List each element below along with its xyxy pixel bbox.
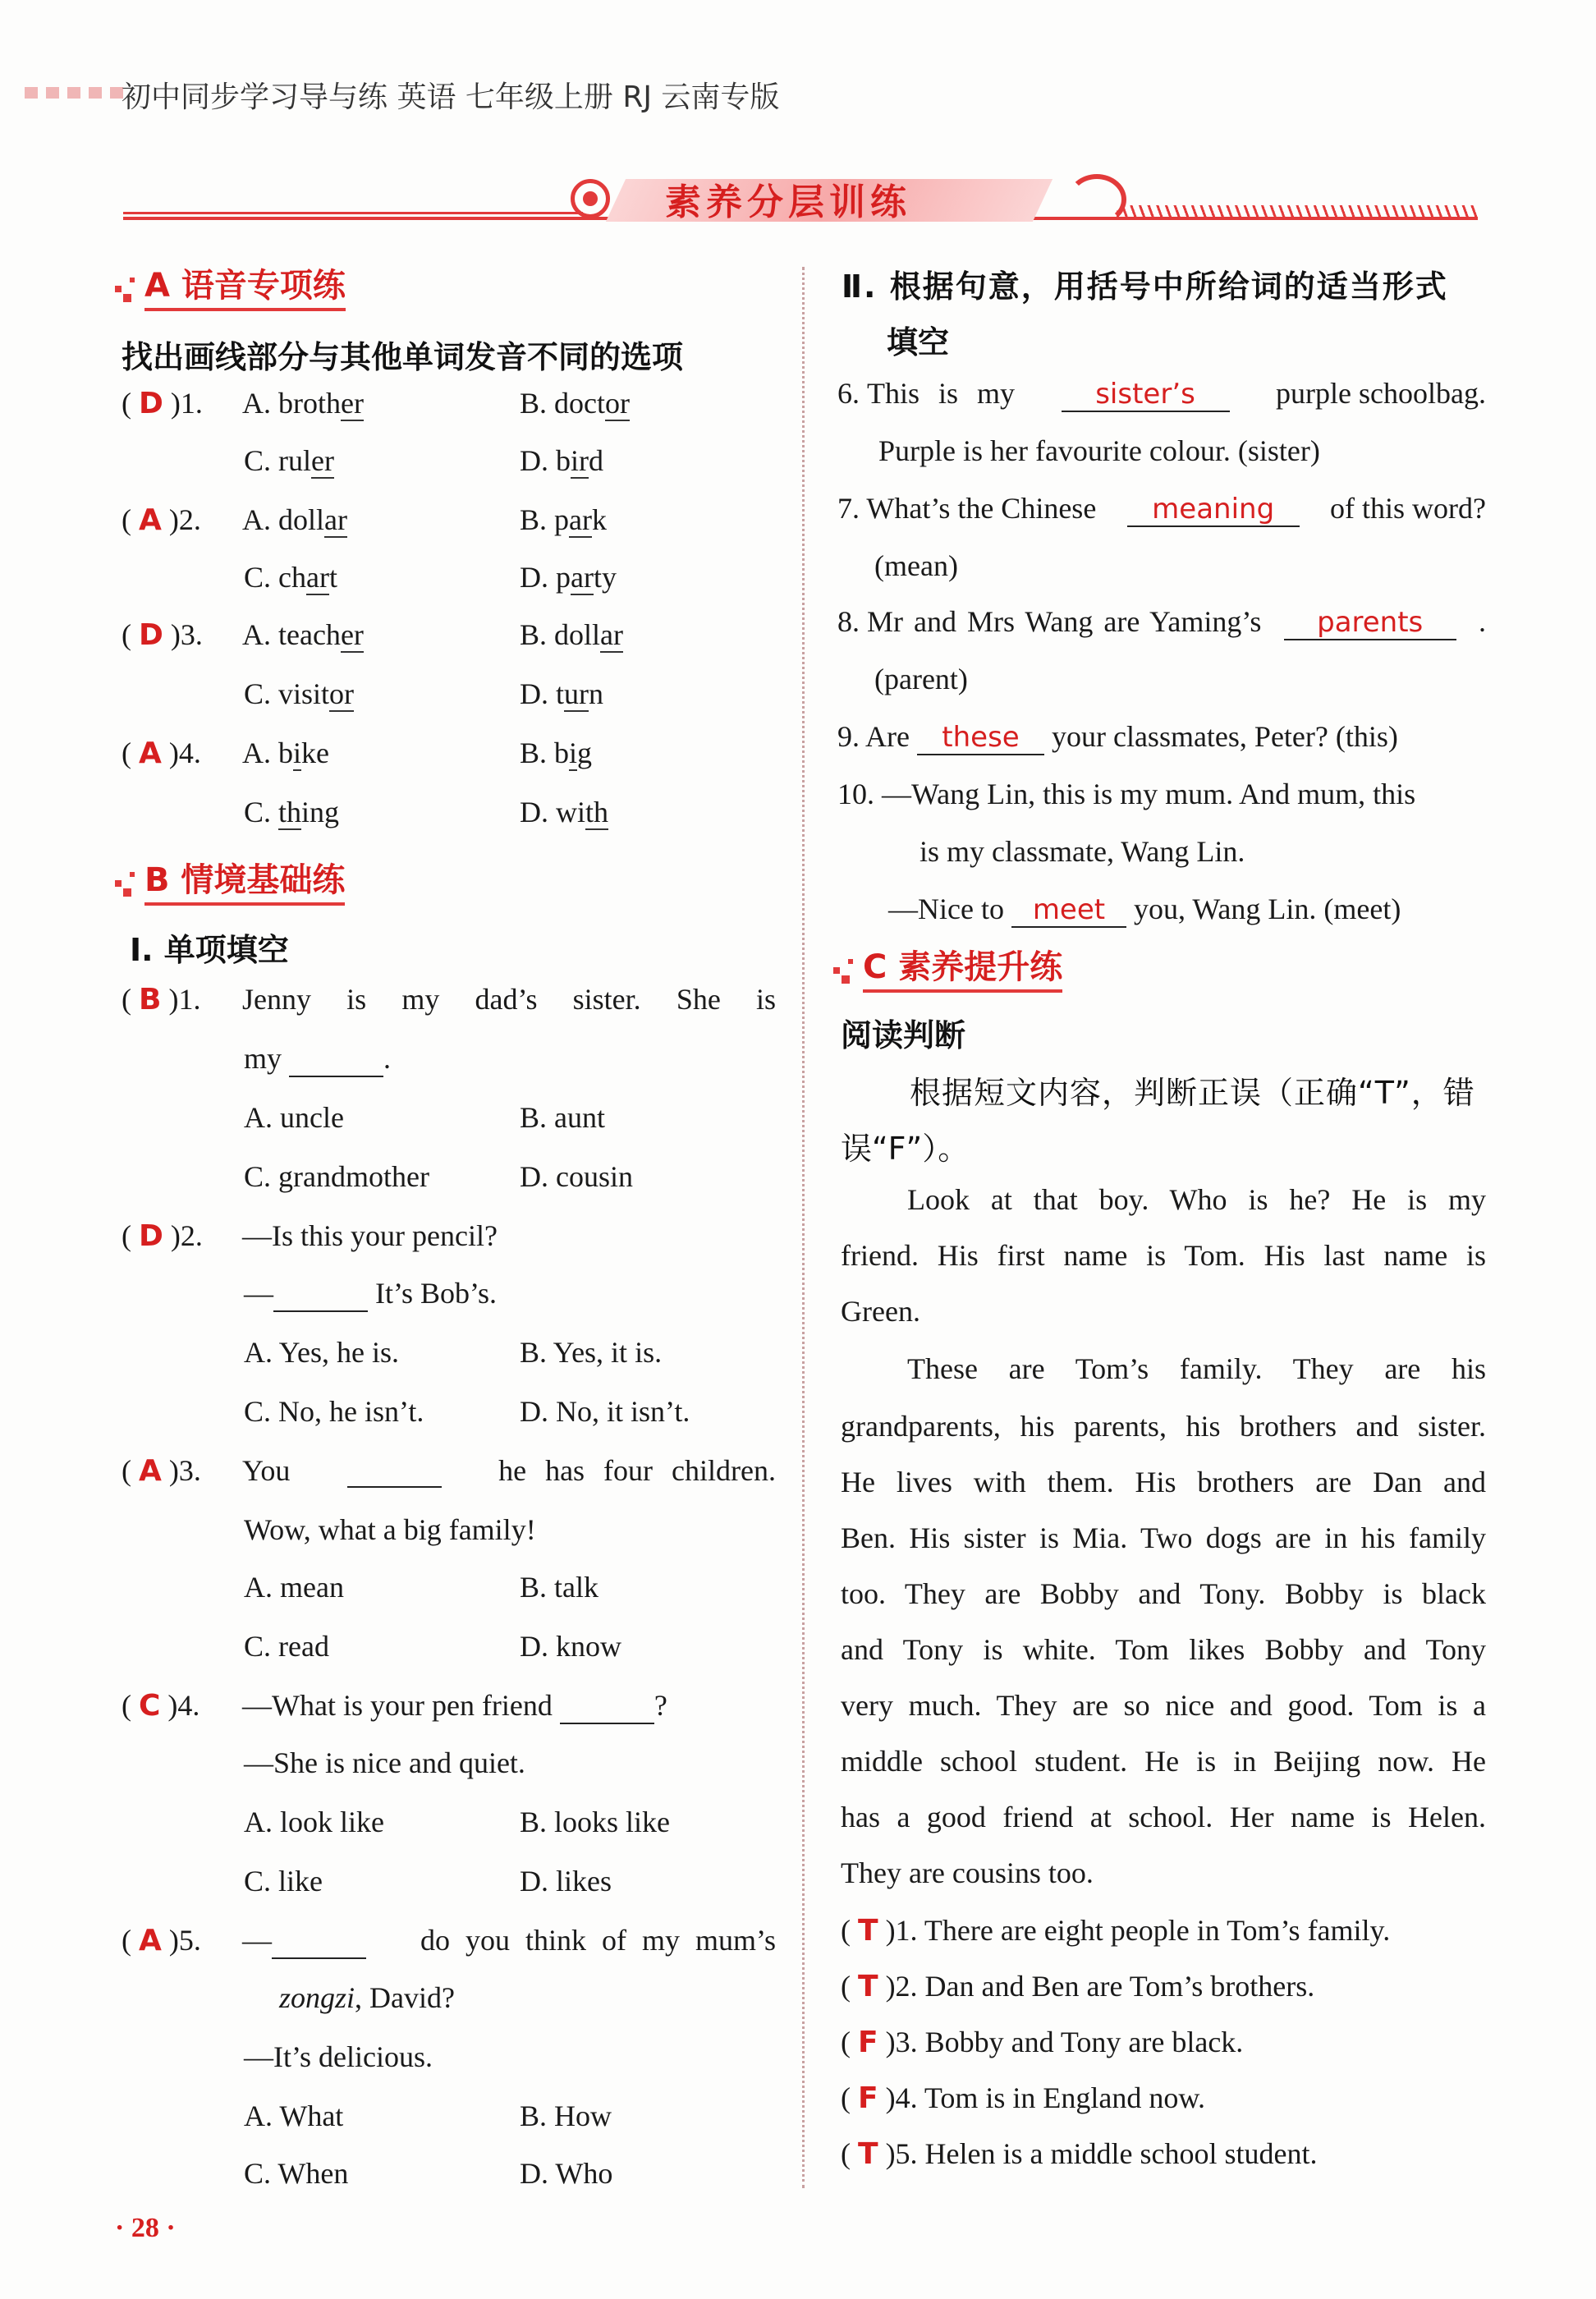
option-c: C. When [244, 2157, 349, 2190]
question-text: is my classmate, Wang Lin. [920, 835, 1245, 868]
option-c: C. like [244, 1865, 323, 1897]
option-b: B. How [520, 2099, 612, 2132]
question-text: —Is this your pencil? [242, 1219, 498, 1252]
passage-line: Ben. His sister is Mia. Two dogs are in his family [841, 1521, 1486, 1554]
section-mark-icon [115, 271, 140, 304]
question-a1: ( D )1. [122, 387, 203, 420]
passage-line: Green. [841, 1295, 920, 1328]
passage-line: too. They are Bobby and Tony. Bobby is black [841, 1577, 1486, 1610]
option-d: D. No, it isn’t. [520, 1395, 690, 1428]
page-number: · 28 · [115, 2213, 176, 2243]
question-b2: ( D )2. [122, 1219, 203, 1253]
question-a2: ( A )2. [122, 503, 201, 537]
option-a: A. Yes, he is. [244, 1336, 400, 1369]
option-c: C. No, he isn’t. [244, 1395, 424, 1428]
passage-line: very much. They are so nice and good. Tom is a [841, 1689, 1486, 1722]
question-10: 10. —Wang Lin, this is my mum. And mum, this [837, 778, 1416, 810]
option-b: B. park [520, 503, 607, 536]
option-b: B. dollar [520, 618, 623, 651]
question-text: —It’s delicious. [244, 2040, 433, 2073]
option-d: D. turn [520, 677, 603, 710]
question-text: (parent) [874, 663, 968, 695]
passage-line: grandparents, his parents, his brothers and sister. [841, 1410, 1486, 1443]
option-d: D. party [520, 561, 617, 594]
option-a: A. look like [244, 1806, 384, 1838]
option-d: D. Who [520, 2157, 613, 2190]
judgment-5: ( T )5. Helen is a middle school student. [841, 2137, 1318, 2171]
option-c: C. grandmother [244, 1160, 429, 1193]
option-b: B. talk [520, 1571, 598, 1604]
section-c-heading: C 素养提升练 [833, 941, 1062, 993]
passage-line: They are cousins too. [841, 1856, 1094, 1889]
banner-title: 素养分层训练 [665, 181, 911, 223]
header-decoration [25, 87, 123, 99]
option-c: C. read [244, 1630, 329, 1663]
question-text: —Nice to meet you, Wang Lin. (meet) [888, 893, 1401, 926]
section-mark-icon [115, 865, 140, 898]
option-b: B. big [520, 737, 593, 769]
passage-line: These are Tom’s family. They are his [907, 1352, 1486, 1385]
option-b: B. Yes, it is. [520, 1336, 663, 1369]
swirl-icon [1067, 174, 1126, 225]
option-b: B. doctor [520, 387, 630, 420]
part1-title: Ⅰ. 单项填空 [130, 932, 289, 968]
option-c: C. chart [244, 561, 337, 594]
question-b3: ( A )3. [122, 1454, 201, 1488]
passage-line: has a good friend at school. Her name is Helen. [841, 1801, 1486, 1833]
option-d: D. likes [520, 1865, 612, 1897]
option-c: C. visitor [244, 677, 355, 710]
option-d: D. know [520, 1630, 621, 1663]
question-6: 6. This is my sister’s purple schoolbag. [837, 377, 1486, 411]
option-c: C. ruler [244, 444, 334, 477]
question-text: — do you think of my mum’s [242, 1923, 776, 1959]
section-a-heading: A 语音专项练 [115, 259, 346, 311]
section-a-instruction: 找出画线部分与其他单词发音不同的选项 [122, 339, 684, 375]
part2-title: Ⅱ. 根据句意，用括号中所给词的适当形式 [842, 268, 1448, 305]
question-9: 9. Are these your classmates, Peter? (this) [837, 720, 1398, 754]
passage-line: friend. His first name is Tom. His last name is [841, 1239, 1486, 1272]
question-a3: ( D )3. [122, 618, 203, 652]
question-b1: ( B )1. [122, 983, 201, 1016]
question-text: Purple is her favourite colour. (sister) [878, 434, 1320, 467]
question-7: 7. What’s the Chinese meaning of this word? [837, 492, 1486, 525]
question-text: Jenny is my dad’s sister. She is [242, 983, 776, 1016]
passage-line: Look at that boy. Who is he? He is my [907, 1183, 1486, 1216]
option-b: B. aunt [520, 1101, 605, 1134]
column-divider [802, 267, 805, 2188]
option-d: D. cousin [520, 1160, 633, 1193]
question-text: — It’s Bob’s. [244, 1276, 497, 1312]
question-a4: ( A )4. [122, 737, 201, 770]
target-icon [571, 179, 610, 218]
question-text: —She is nice and quiet. [244, 1746, 525, 1779]
option-b: B. looks like [520, 1806, 671, 1838]
reading-instruction-cont: 误“F”）。 [841, 1131, 970, 1167]
section-b-heading: B 情境基础练 [115, 854, 345, 906]
option-a: A. What [244, 2099, 344, 2132]
question-text: (mean) [874, 549, 958, 582]
section-mark-icon [833, 952, 858, 985]
question-text: zongzi, David? [279, 1981, 455, 2014]
passage-line: middle school student. He is in Beijing now. He [841, 1745, 1486, 1778]
reading-title: 阅读判断 [841, 1017, 966, 1053]
book-title: 初中同步学习导与练 英语 七年级上册 RJ 云南专版 [122, 80, 780, 114]
option-a: A. uncle [244, 1101, 344, 1134]
question-text: my . [244, 1041, 391, 1077]
option-d: D. bird [520, 444, 603, 477]
judgment-1: ( T )1. There are eight people in Tom’s family. [841, 1914, 1391, 1948]
option-a: A. brother [242, 387, 364, 420]
question-text: You he has four children. [242, 1454, 776, 1487]
question-text: Wow, what a big family! [244, 1513, 536, 1546]
reading-instruction: 根据短文内容，判断正误（正确“T”，错 [910, 1075, 1475, 1111]
option-a: A. teacher [242, 618, 364, 651]
question-b5: ( A )5. [122, 1924, 201, 1957]
judgment-2: ( T )2. Dan and Ben are Tom’s brothers. [841, 1970, 1315, 2003]
option-c: C. thing [244, 796, 340, 828]
question-8: 8. Mr and Mrs Wang are Yaming’s parents . [837, 605, 1486, 639]
section-banner [123, 164, 1478, 230]
option-a: A. bike [242, 737, 329, 769]
question-text: —What is your pen friend ? [242, 1688, 667, 1724]
part2-title-cont: 填空 [887, 324, 950, 360]
option-a: A. dollar [242, 503, 347, 536]
question-b4: ( C )4. [122, 1689, 200, 1723]
passage-line: and Tony is white. Tom likes Bobby and Tony [841, 1633, 1486, 1666]
option-a: A. mean [244, 1571, 344, 1604]
option-d: D. with [520, 796, 609, 828]
judgment-3: ( F )3. Bobby and Tony are black. [841, 2026, 1244, 2059]
judgment-4: ( F )4. Tom is in England now. [841, 2081, 1206, 2115]
passage-line: He lives with them. His brothers are Dan and [841, 1466, 1486, 1498]
